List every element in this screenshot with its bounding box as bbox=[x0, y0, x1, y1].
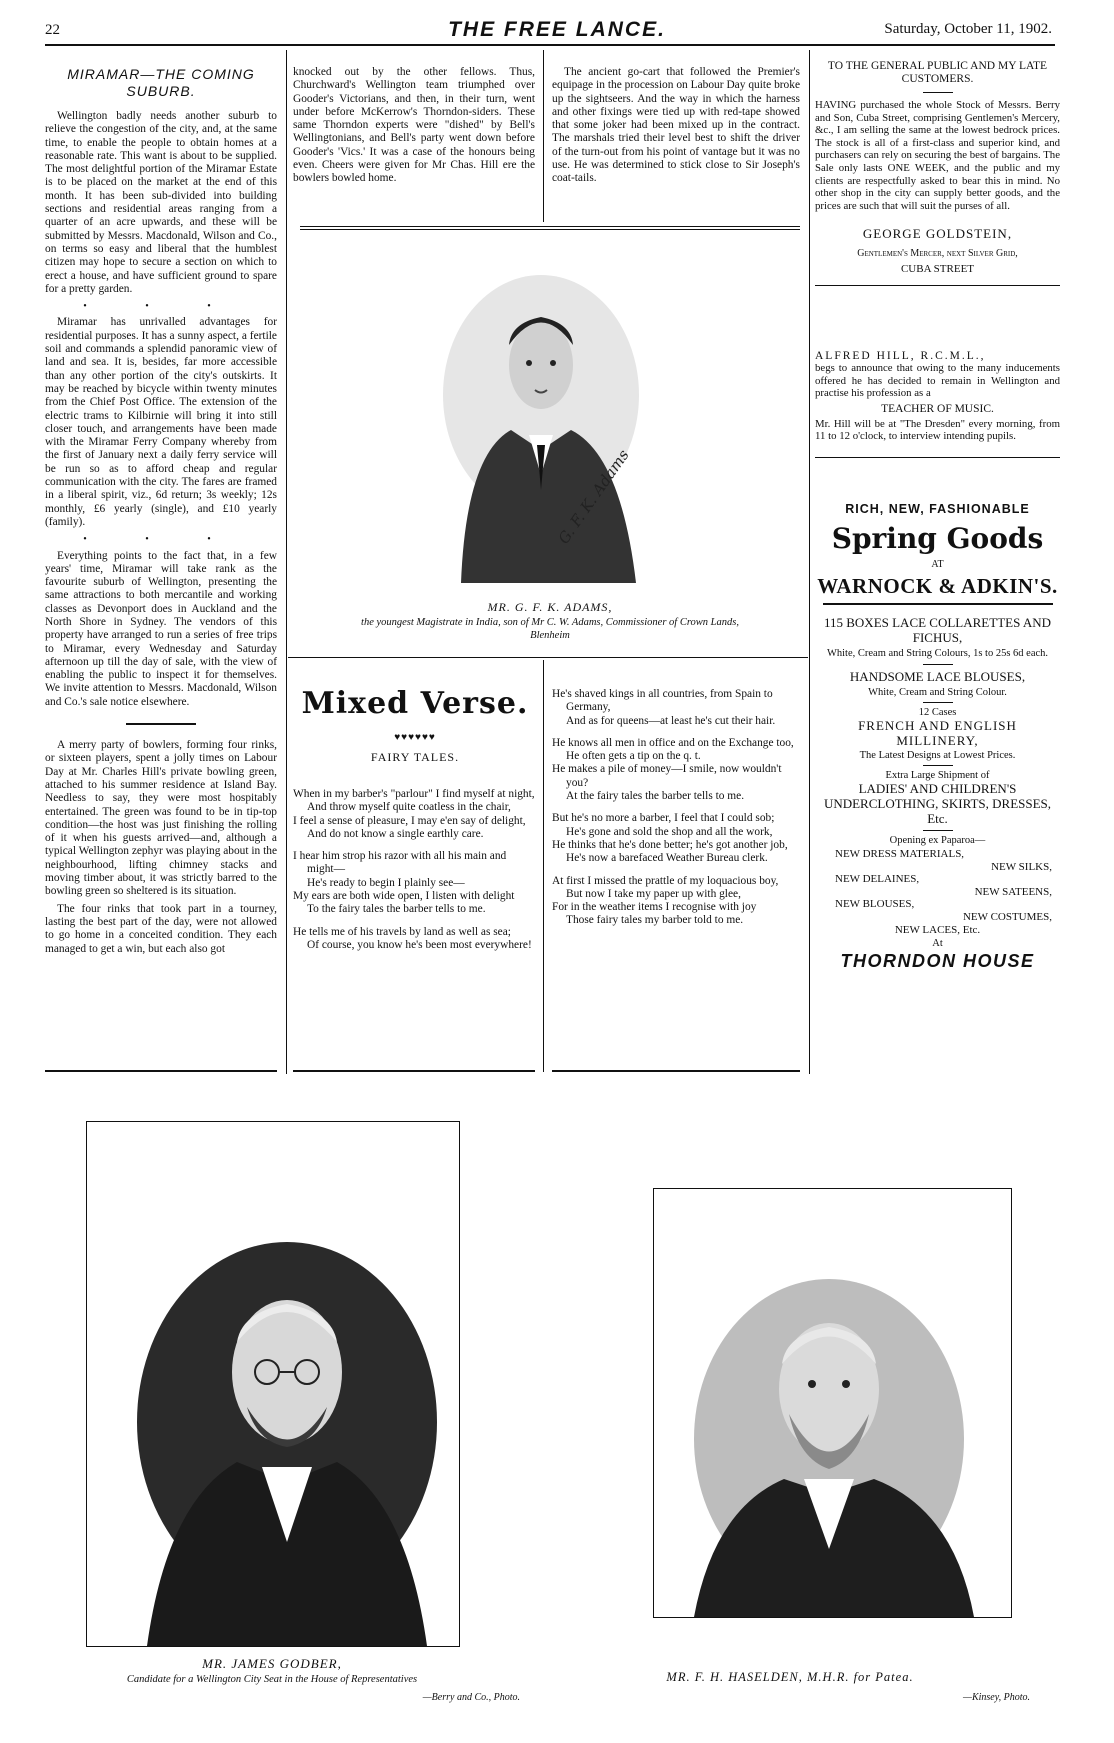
ad-note: Mr. Hill will be at "The Dresden" every morning, from 11 to 12 o'clock, to interview intending pupils. bbox=[815, 417, 1060, 443]
ad-role: TEACHER OF MUSIC. bbox=[881, 402, 994, 415]
portrait-adams-caption: MR. G. F. K. ADAMS, bbox=[487, 600, 613, 614]
ad-goldstein bbox=[815, 60, 1060, 286]
ad-goods-line: NEW LACES, Etc. bbox=[894, 923, 981, 936]
ad-name: GEORGE GOLDSTEIN, bbox=[862, 226, 1013, 242]
portrait-adams-illustration bbox=[431, 245, 662, 583]
poem-line: And do not know a single earthly care. bbox=[307, 827, 484, 840]
ad-body: begs to announce that owing to the many inducements offered he has decided to remain in Wellington and practise his profession as a bbox=[815, 362, 1060, 400]
ad-rule bbox=[923, 830, 953, 831]
poem-line: But he's no more a barber, I feel that I could sob; bbox=[552, 812, 775, 825]
poem-stanza bbox=[552, 737, 800, 803]
article-paragraph: knocked out by the other fellows. Thus, Churchward's Wellington team triumphed over Gooder's Victorians, and then, in their turn, went under before McKerrow's Thorndon-siders. These same Thorndon experts were "dished" by Bell's Wellingtonians, and Bell's party went down before Gooder's 'Vics.' It was a case of the honours being even. Cheers were given for Mr Chas. Hill ere the bowlers bowled home. bbox=[293, 66, 535, 185]
verse-ornament: ♥♥♥♥♥♥ bbox=[394, 732, 436, 743]
ad-heading: TO THE GENERAL PUBLIC AND MY LATE CUSTOMERS. bbox=[827, 60, 1048, 85]
ad-line: AT bbox=[931, 559, 944, 570]
poem-stanza bbox=[552, 688, 800, 728]
ad-rule bbox=[815, 285, 1060, 286]
poem-line: He often gets a tip on the q. t. bbox=[566, 750, 701, 763]
article-title: MIRAMAR—THE COMING SUBURB. bbox=[67, 66, 255, 99]
column-divider bbox=[543, 50, 544, 222]
poem-stanza bbox=[293, 926, 535, 953]
poem-line: But now I take my paper up with glee, bbox=[566, 887, 741, 900]
ad-goods-line: NEW COSTUMES, bbox=[962, 910, 1052, 923]
poem-line: He's shaved kings in all countries, from Spain to Germany, bbox=[552, 688, 773, 714]
poem-line: He knows all men in office and on the Exchange too, bbox=[552, 736, 794, 749]
article-paragraph: The four rinks that took part in a tourney, lasting the best part of the day, were not allowed to go home in a conceited condition. They each managed to get a win, but each also got bbox=[45, 902, 277, 955]
poem-title: FAIRY TALES. bbox=[370, 750, 460, 764]
article-paragraph: The ancient go-cart that followed the Premier's equipage in the procession on Labour Day quite broke up the sightseers. And the way in which the harness and other fixings were tied up with red-tape showed that some joker had been mixed up in the contract. The marshals tried their level best to shift the driver of the turn-out from his point of vantage but it was no use. He was determined to stick close to Sir Joseph's coat-tails. bbox=[552, 66, 800, 185]
portrait-godber-photo bbox=[86, 1121, 460, 1647]
ad-item-detail: 12 Cases bbox=[918, 707, 957, 718]
section-rule bbox=[552, 1070, 800, 1072]
portrait-haselden-photo bbox=[653, 1188, 1012, 1618]
article-paragraph: Wellington badly needs another suburb to relieve the congestion of the city, and, at the same time, to enable the people to obtain homes at a reasonable rate. This want is about to be supplied. The most delightful portion of the Miramar Estate is to be placed on the market at the end of this month. It has been sub-divided into building sections and residential areas ranging from a quarter of an acre upwards, and these will be submitted by Messrs. Macdonald, Wilson and Co., on terms so easy and liberal that the humblest citizen may hope to secure a section on which to erect a house, and have sufficient ground to spare for a pretty garden. bbox=[45, 110, 277, 295]
ad-goods-line: NEW SATEENS, bbox=[974, 885, 1052, 898]
ad-line: At bbox=[932, 938, 943, 950]
ad-goods-line: NEW BLOUSES, bbox=[835, 898, 915, 911]
ad-item-detail: White, Cream and String Colour. bbox=[868, 687, 1007, 698]
ad-item-detail: Extra Large Shipment of bbox=[885, 770, 990, 781]
poem-line: For in the weather items I recognise with joy bbox=[552, 901, 757, 914]
ad-warnock-adkin bbox=[815, 502, 1060, 972]
ad-item-detail: White, Cream and String Colours, 1s to 25s 6d each. bbox=[826, 648, 1049, 659]
ad-ornament-rule bbox=[823, 603, 1053, 605]
poem-line: He thinks that he's done better; he's got another job, bbox=[552, 838, 788, 851]
column-divider bbox=[286, 50, 287, 1074]
article-paragraph: Everything points to the fact that, in a few years' time, Miramar will take rank as the favourite suburb of Wellington, presenting the same attractions to both mercantile and working classes as Devonport does in Auckland and the North Shore in Sydney. The vendors of this property have arranged to run a series of free trips to Miramar, every Wednesday and Saturday afternoon up till the day of sale, with the view of enabling the public to inspect it for themselves. We invite attention to Messrs. Macdonald, Wilson and Co.'s sale notice elsewhere. bbox=[45, 549, 277, 708]
column-divider bbox=[543, 660, 544, 1072]
ad-line: RICH, NEW, FASHIONABLE bbox=[845, 502, 1030, 516]
portrait-godber-subcaption: Candidate for a Wellington City Seat in the House of Representatives bbox=[126, 1674, 418, 1685]
poem-line: He makes a pile of money—I smile, now wouldn't you? bbox=[552, 763, 782, 789]
ad-body: HAVING purchased the whole Stock of Messrs. Berry and Son, Cuba Street, comprising Gentlemen's Mercery, &c., I am selling the same at the lowest bedrock prices. The stock is all of a first-class and superior kind, and purchasers can rely on securing the best of bargains. The Sale only lasts ONE WEEK, and the public and my clients are respectfully asked to bear this in mind. No other shop in the city can supply better goods, and the prices are such that will suit the purses of all. bbox=[815, 99, 1060, 212]
poem-line: And throw myself quite coatless in the chair, bbox=[307, 801, 511, 814]
ad-rule bbox=[815, 457, 1060, 458]
poem-line: Of course, you know he's been most everywhere! bbox=[307, 938, 532, 951]
mixed-verse-heading: Mixed Verse. bbox=[301, 686, 529, 721]
article-go-cart bbox=[552, 66, 800, 190]
section-stars: • • • bbox=[83, 534, 239, 546]
article-paragraph: A merry party of bowlers, forming four rinks, or sixteen players, spent a jolly times on Labour Day at Mr. Charles Hill's private bowling green, attached to his summer residence at Island Bay. Needless to say, they were most hospitably entertained. The green was found to be in tip-top condition—the host was just finishing the rolling of it when his guests arrived—and, although a typical Wellington zephyr was playing about in the neighbourhood, lifting chimney stacks and moving timber about, it was strictly barred to the bowling green so sheltered is its situation. bbox=[45, 739, 278, 898]
ad-item: LADIES' AND CHILDREN'S UNDERCLOTHING, SKIRTS, DRESSES, Etc. bbox=[823, 781, 1052, 826]
article-bowlers-continued bbox=[293, 66, 535, 190]
poem-line: I feel a sense of pleasure, I may e'en say of delight, bbox=[293, 814, 526, 827]
ad-address: Gentlemen's Mercer, next Silver Grid, bbox=[857, 248, 1018, 260]
ad-item: HANDSOME LACE BLOUSES, bbox=[849, 669, 1026, 684]
page-number: 22 bbox=[45, 22, 60, 38]
portrait-haselden-caption: MR. F. H. HASELDEN, M.H.R. for Patea. bbox=[666, 1670, 914, 1684]
poem-line: He's gone and sold the shop and all the work, bbox=[566, 825, 773, 838]
section-rule bbox=[293, 1070, 535, 1072]
poem-line: I hear him strop his razor with all his main and might— bbox=[293, 850, 507, 876]
separator-rule bbox=[126, 723, 196, 725]
header-rule bbox=[45, 44, 1055, 46]
portrait-godber-illustration bbox=[87, 1122, 459, 1646]
portrait-haselden-illustration bbox=[654, 1189, 1011, 1617]
ad-goods-line: NEW DELAINES, bbox=[835, 873, 920, 886]
ad-item-detail: The Latest Designs at Lowest Prices. bbox=[859, 750, 1016, 761]
ad-item: 115 BOXES LACE COLLARETTES AND FICHUS, bbox=[823, 615, 1052, 645]
poem-line: He's now a barefaced Weather Bureau clerk. bbox=[566, 852, 768, 865]
ad-store-name: WARNOCK & ADKIN'S. bbox=[817, 574, 1058, 598]
ad-rule bbox=[923, 765, 953, 766]
poem-stanza bbox=[293, 788, 535, 841]
portrait-godber-credit: —Berry and Co., Photo. bbox=[422, 1692, 520, 1703]
ad-new-goods-list bbox=[815, 848, 1060, 936]
poem-line: And as for queens—at least he's cut their hair. bbox=[566, 714, 776, 727]
issue-date: Saturday, October 11, 1902. bbox=[884, 21, 1052, 37]
section-stars: • • • bbox=[83, 301, 239, 313]
poem-line: At the fairy tales the barber tells to me. bbox=[566, 790, 745, 803]
poem-stanza bbox=[293, 850, 535, 916]
poem-column-left bbox=[293, 788, 535, 961]
poem-line: At first I missed the prattle of my loquacious boy, bbox=[552, 874, 779, 887]
poem-line: He tells me of his travels by land as well as sea; bbox=[293, 925, 511, 938]
section-rule bbox=[300, 226, 800, 227]
section-rule bbox=[300, 229, 800, 230]
poem-line: He's ready to begin I plainly see— bbox=[307, 876, 465, 889]
ad-thorndon-house: THORNDON HOUSE bbox=[840, 951, 1035, 972]
ad-item-detail: Opening ex Paparoa— bbox=[889, 835, 986, 846]
portrait-adams-photo bbox=[431, 245, 662, 583]
ad-rule bbox=[923, 664, 953, 665]
poem-line: Those fairy tales my barber told to me. bbox=[566, 914, 744, 927]
ad-address: CUBA STREET bbox=[900, 263, 975, 276]
portrait-haselden-credit: —Kinsey, Photo. bbox=[963, 1692, 1030, 1703]
ad-name: ALFRED HILL, R.C.M.L., bbox=[815, 350, 986, 362]
poem-line: When in my barber's "parlour" I find myself at night, bbox=[293, 788, 535, 800]
poem-line: My ears are both wide open, I listen with delight bbox=[293, 890, 515, 903]
portrait-signature: G. F. K. Adams bbox=[554, 446, 633, 548]
ad-rule bbox=[923, 702, 953, 703]
article-miramar bbox=[45, 66, 277, 960]
ad-item: FRENCH AND ENGLISH MILLINERY, bbox=[858, 718, 1017, 748]
article-paragraph: Miramar has unrivalled advantages for residential purposes. It has a sunny aspect, a fertile soil and commands a splendid panoramic view of land and sea. It is, besides, far more accessible than any other portion of the city's outskirts. It may be reached by bicycle within twenty minutes from the Chief Post Office. The extension of the electric trams to Kilbirnie will bring it into still closer touch, and arrangements have been made with the Miramar Ferry Company whereby from the first of January next a daily ferry service will be run so as to afford cheap and regular communication with the city. The fares are framed in a liberal spirit, viz., 6d return; 3s weekly; 12s monthly, £6 yearly (single), and £10 yearly (family). bbox=[45, 316, 277, 528]
poem-stanza bbox=[552, 812, 800, 865]
portrait-godber-caption: MR. JAMES GODBER, bbox=[202, 1656, 342, 1671]
poem-line: To the fairy tales the barber tells to me. bbox=[307, 903, 486, 916]
ad-goods-line: NEW SILKS, bbox=[991, 860, 1052, 873]
ad-rule bbox=[923, 92, 953, 93]
poem-column-right bbox=[552, 688, 800, 937]
masthead-title: THE FREE LANCE. bbox=[448, 18, 666, 41]
section-rule bbox=[45, 1070, 277, 1072]
ad-goods-line: NEW DRESS MATERIALS, bbox=[835, 848, 965, 860]
ad-spring-goods: Spring Goods bbox=[831, 522, 1044, 555]
poem-stanza bbox=[552, 875, 800, 928]
ad-alfred-hill bbox=[815, 350, 1060, 458]
section-rule bbox=[288, 657, 808, 658]
portrait-adams-subcaption: the youngest Magistrate in India, son of Mr C. W. Adams, Commissioner of Crown Lands, Blenheim bbox=[361, 617, 739, 641]
column-divider bbox=[809, 50, 810, 1074]
